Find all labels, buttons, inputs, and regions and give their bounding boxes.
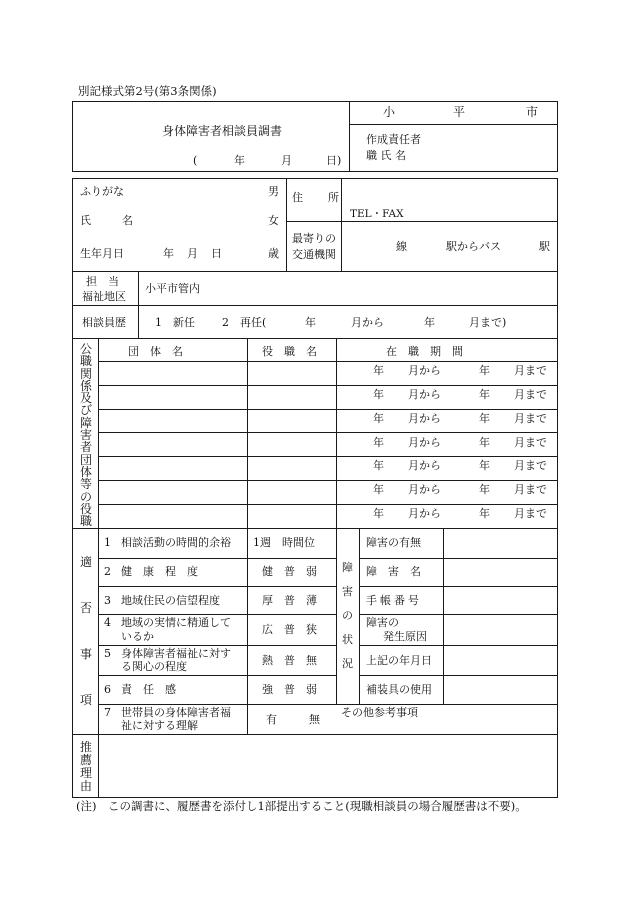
term-row-month-to: 月まで	[514, 507, 547, 520]
header-term: 在 職 期 間	[386, 345, 463, 358]
birth-month: 月	[187, 247, 198, 260]
public-roles-side-label: 公職関係及び障害者団体等の役職	[79, 342, 92, 529]
footer-note: (注) この調書に、履歴書を添付し1部提出すること(現職相談員の場合履歴書は不要)。	[76, 799, 527, 813]
disability-name-label: 障 害 名	[366, 565, 421, 578]
term-row-month-from: 月から	[408, 483, 441, 496]
suitability-side-char-1: 適	[80, 555, 93, 569]
header-position: 役 職 名	[262, 345, 317, 358]
item-1-number: 1	[104, 536, 111, 549]
item-5-text-2: る関心の程度	[121, 660, 187, 673]
term-row-year-to: 年	[479, 388, 490, 401]
author-label: 作成責任者	[366, 133, 421, 146]
item-1-scale: 1週 時間位	[253, 536, 315, 549]
term-row-month-from: 月から	[408, 436, 441, 449]
assistive-device-label: 補装具の使用	[366, 683, 432, 696]
term-row-month-from: 月から	[408, 459, 441, 472]
onset-date-label: 上記の年月日	[366, 654, 432, 667]
term-row-year-from: 年	[373, 436, 384, 449]
term-row-month-to: 月まで	[514, 436, 547, 449]
term-row-month-to: 月まで	[514, 483, 547, 496]
suitability-side-char-4: 項	[80, 693, 93, 707]
handbook-number-label: 手帳番号	[366, 594, 422, 607]
disability-side-char-3: の	[342, 609, 353, 622]
disability-cause-label-2: 発生原因	[383, 630, 427, 643]
term-row-year-from: 年	[373, 412, 384, 425]
furigana-label: ふりがな	[80, 185, 124, 198]
term-row-year-to: 年	[479, 412, 490, 425]
term-row-month-to: 月まで	[514, 388, 547, 401]
date-year: 年	[234, 154, 245, 167]
author-name-label: 職 氏 名	[366, 149, 406, 162]
item-4-text-2: いるか	[121, 630, 154, 643]
district-value: 小平市管内	[145, 282, 200, 295]
telfax-label: TEL・FAX	[350, 208, 404, 220]
item-6-number: 6	[104, 683, 111, 696]
suitability-side-char-3: 事	[80, 647, 93, 661]
term-row-year-to: 年	[479, 436, 490, 449]
term-row-month-to: 月まで	[514, 412, 547, 425]
address-label-char-1: 住	[292, 191, 303, 204]
recommendation-side-char-1: 推	[80, 740, 93, 754]
recommendation-side-char-2: 薦	[80, 753, 93, 767]
birth-year: 年	[163, 247, 174, 260]
item-4-text-1: 地域の実情に精通して	[121, 616, 231, 629]
item-7-text-2: 祉に対する理解	[121, 719, 198, 732]
transit-line: 線	[396, 240, 407, 253]
disability-side-char-4: 状	[342, 633, 353, 646]
item-4-number: 4	[104, 616, 111, 629]
item-3-scale: 厚 普 薄	[262, 594, 317, 607]
transit-station: 駅	[539, 240, 550, 253]
header-org-name: 団 体 名	[128, 345, 183, 358]
term-row-year-to: 年	[479, 459, 490, 472]
history-reappoint: 2 再任(	[222, 316, 267, 329]
disability-side-char-2: 害	[342, 585, 353, 598]
term-row-month-from: 月から	[408, 507, 441, 520]
district-label-2: 福祉地区	[82, 290, 126, 303]
birthdate-label: 生年月日	[80, 247, 124, 260]
history-year-to: 年	[424, 316, 435, 329]
item-1-text: 相談活動の時間的余裕	[121, 536, 231, 549]
item-3-number: 3	[104, 594, 111, 607]
item-7-scale-yes: 有	[266, 713, 277, 726]
term-row-year-from: 年	[373, 388, 384, 401]
city-char-2: 平	[453, 105, 466, 119]
item-2-scale: 健 普 弱	[262, 565, 317, 578]
date-open: (	[193, 154, 198, 167]
suitability-side-char-2: 否	[80, 601, 93, 615]
item-7-number: 7	[104, 706, 111, 719]
item-4-scale: 広 普 狭	[262, 623, 317, 636]
term-row-month-to: 月まで	[514, 364, 547, 377]
item-5-number: 5	[104, 647, 111, 660]
birth-day: 日	[211, 247, 222, 260]
item-2-text: 健 康 程 度	[121, 565, 198, 578]
term-row-year-to: 年	[479, 507, 490, 520]
item-5-scale: 熱 普 無	[262, 654, 317, 667]
term-row-month-from: 月から	[408, 412, 441, 425]
disability-side-char-5: 況	[342, 657, 353, 670]
item-2-number: 2	[104, 565, 111, 578]
disability-cause-label-1: 障害の	[366, 616, 399, 629]
item-6-text: 責 任 感	[121, 683, 176, 696]
item-3-text: 地域住民の信望程度	[121, 594, 220, 607]
item-7-scale-no: 無	[309, 713, 320, 726]
name-label-char-2: 名	[122, 214, 133, 227]
sex-female: 女	[268, 214, 279, 227]
form-title: 身体障害者相談員調書	[162, 124, 283, 138]
recommendation-side-char-3: 理	[80, 766, 93, 780]
term-row-month-from: 月から	[408, 364, 441, 377]
term-row-year-to: 年	[479, 483, 490, 496]
term-row-year-from: 年	[373, 507, 384, 520]
item-7-text-1: 世帯員の身体障害者福	[121, 706, 231, 719]
term-row-month-from: 月から	[408, 388, 441, 401]
history-year-from: 年	[305, 316, 316, 329]
date-month: 月	[281, 154, 292, 167]
age-unit: 歳	[268, 247, 279, 260]
sex-male: 男	[268, 185, 279, 198]
history-new: 1 新任	[155, 316, 195, 329]
disability-side-char-1: 障	[342, 561, 353, 574]
transit-bus: 駅からバス	[446, 240, 501, 253]
term-row-year-from: 年	[373, 459, 384, 472]
history-month-from: 月から	[351, 316, 384, 329]
other-notes-label: その他参考事項	[341, 706, 418, 719]
disability-presence-label: 障害の有無	[366, 536, 421, 549]
date-day: 日)	[326, 154, 342, 167]
item-6-scale: 強 普 弱	[262, 683, 317, 696]
nearest-transit-label-2: 交通機関	[292, 248, 336, 261]
city-char-3: 市	[526, 105, 539, 119]
term-row-month-to: 月まで	[514, 459, 547, 472]
nearest-transit-label-1: 最寄りの	[292, 232, 336, 245]
city-char-1: 小	[383, 105, 396, 119]
name-label-char-1: 氏	[80, 214, 91, 227]
district-label-1: 担 当	[86, 275, 119, 288]
term-row-year-from: 年	[373, 364, 384, 377]
recommendation-side-char-4: 由	[80, 779, 93, 793]
history-label: 相談員歴	[82, 316, 126, 329]
term-row-year-from: 年	[373, 483, 384, 496]
form-number: 別記様式第2号(第3条関係)	[78, 84, 217, 98]
history-month-to: 月まで)	[469, 316, 507, 329]
address-label-char-2: 所	[328, 191, 339, 204]
term-row-year-to: 年	[479, 364, 490, 377]
item-5-text-1: 身体障害者福祉に対す	[121, 647, 231, 660]
